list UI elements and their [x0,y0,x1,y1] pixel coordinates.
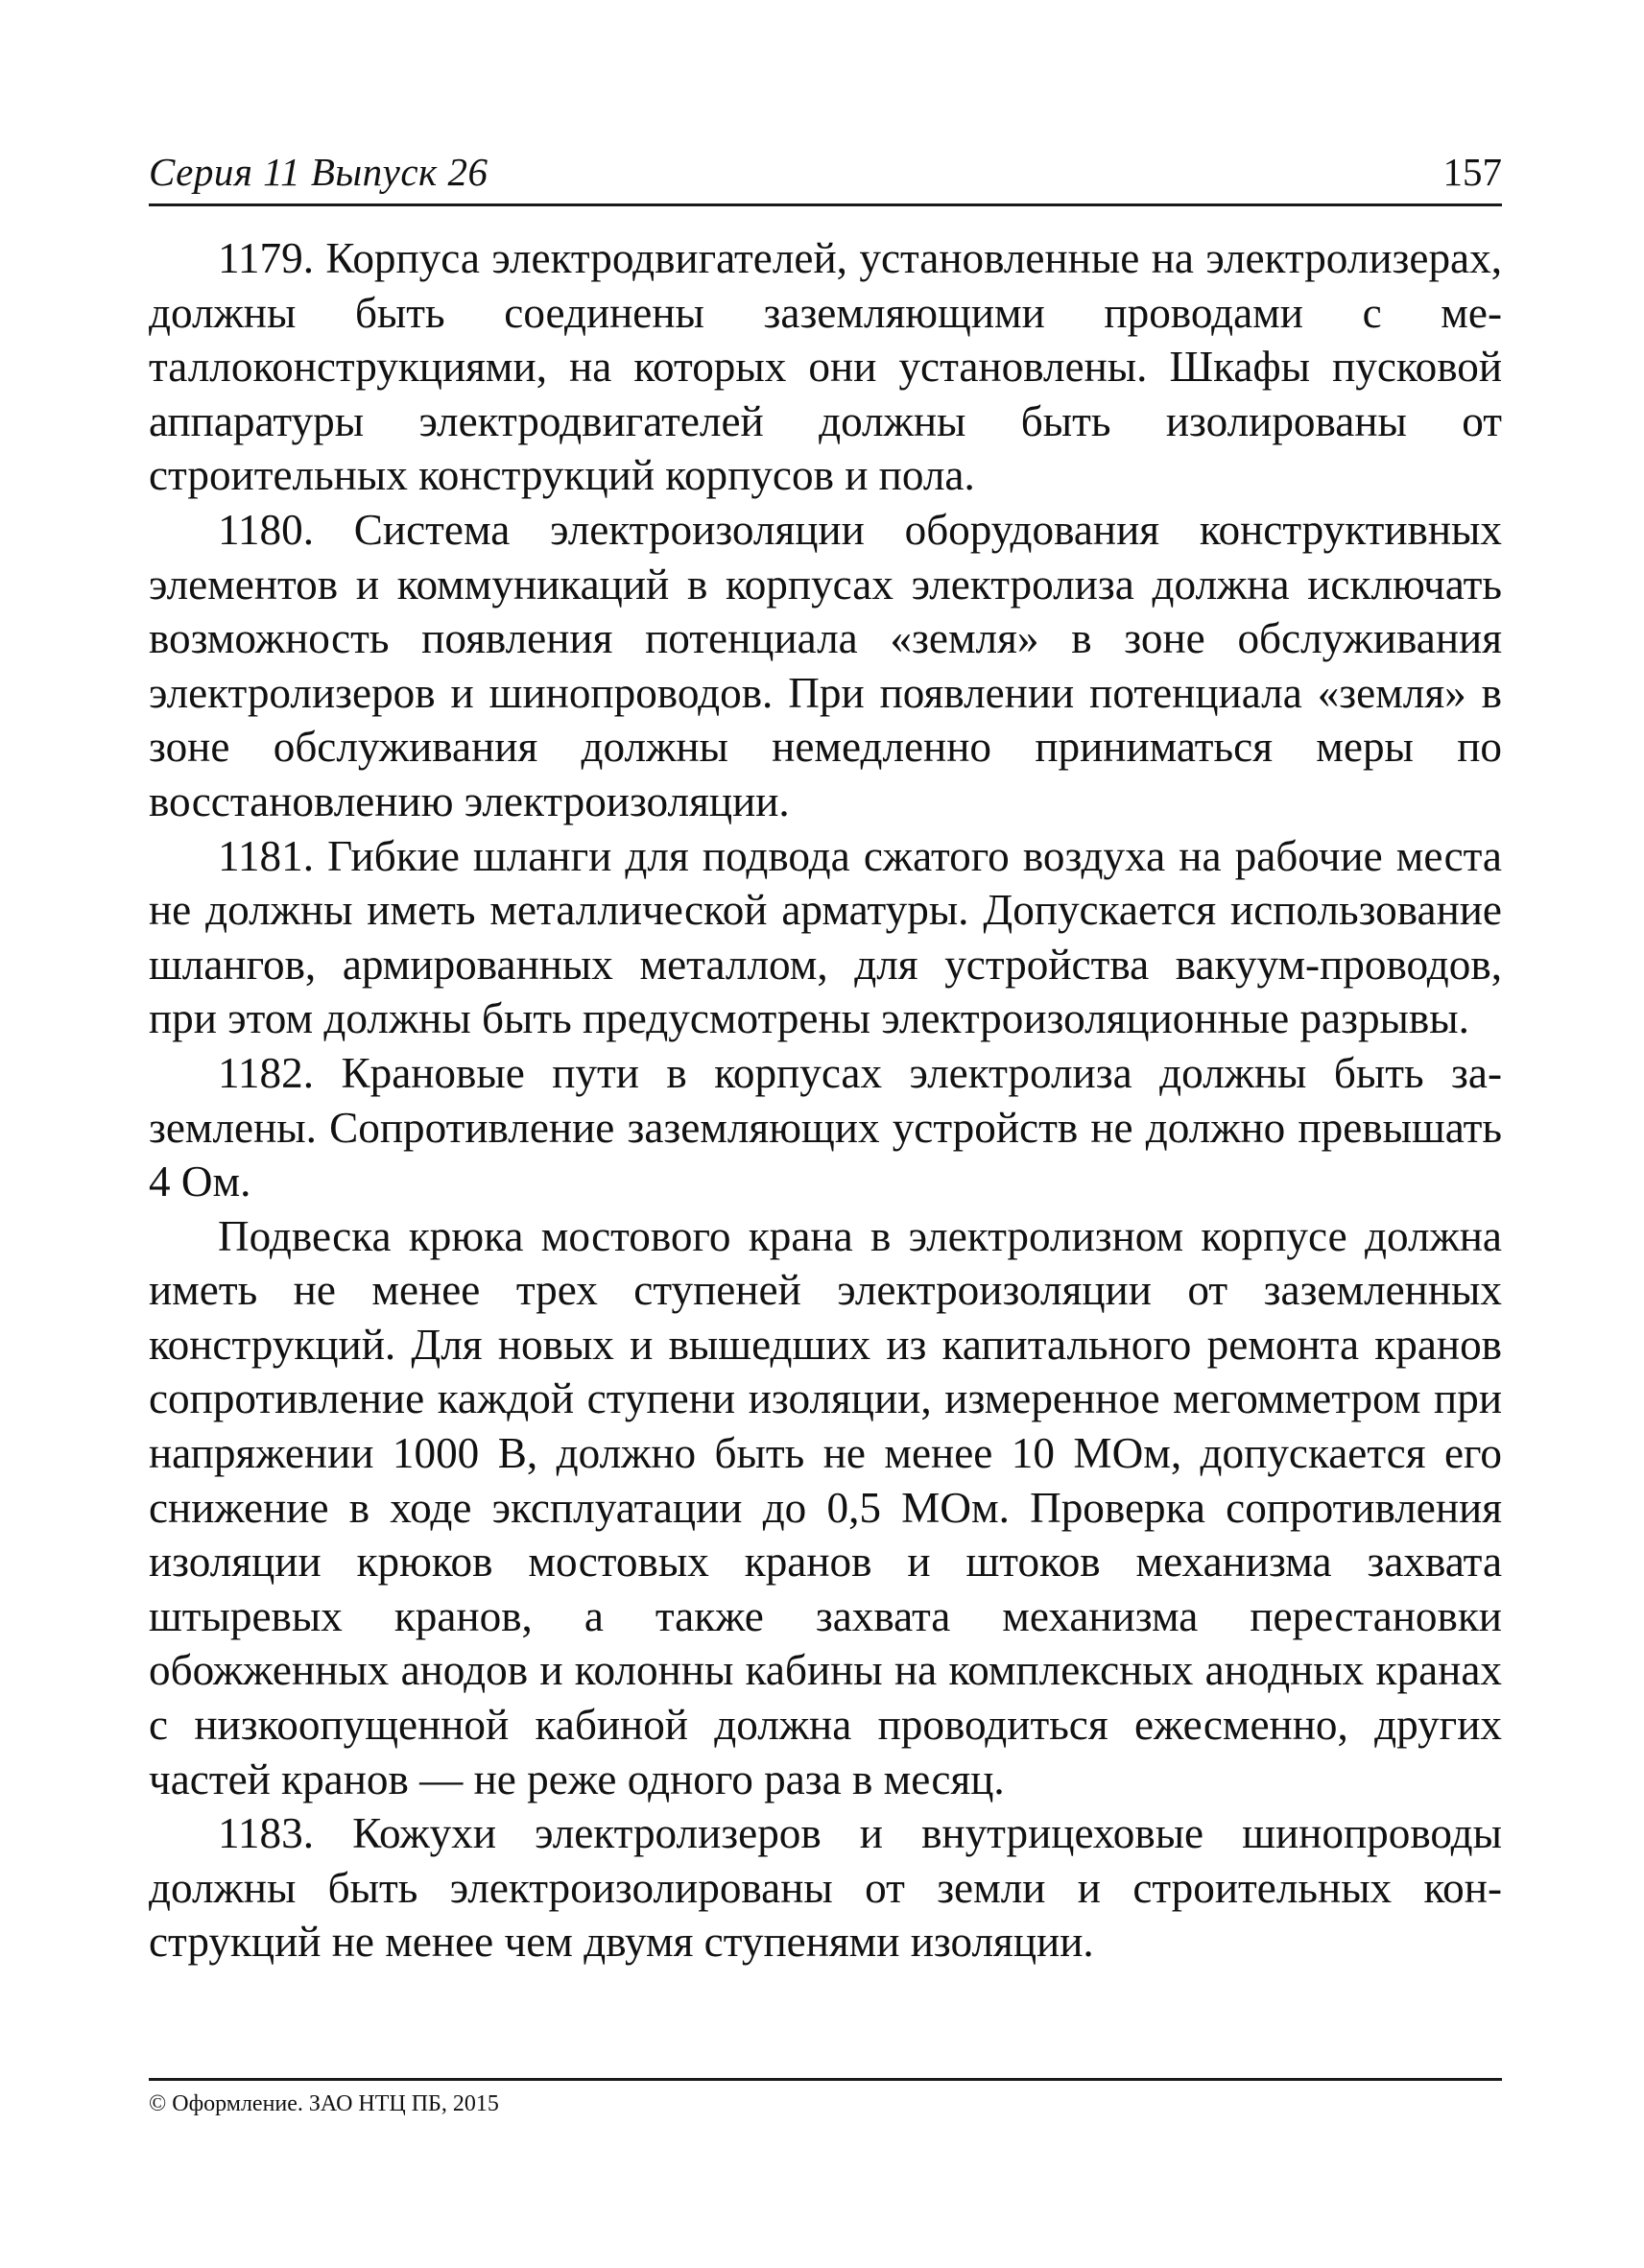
book-page [149,144,1502,1970]
paragraph-crane-hook: Подвеска крюка мостового крана в электролизном корпусе должна иметь не менее трех ступеней электроизоляции от заземленных конструкций. Для новых и вышедших из капитального ремонта кранов сопротивление каждой ступени изоляции, измеренное мегомметром при напряжении 1000 В, должно быть не менее 10 МОм, допускается его снижение в ходе эксплуатации до 0,5 МОм. Проверка сопротивления изоляции крюков мостовых кранов и штоков механизма захвата штыревых кранов, а также захвата механизма перестановки обожженных анодов и колонны кабины на комплексных анодных кранах с низкоопущенной кабиной должна проводиться ежесменно, других частей кранов — не реже одного раза в месяц. [149,1211,1502,1803]
page-footer [149,2078,1502,2119]
main-text [149,231,1502,1970]
paragraph-1179: 1179. Корпуса электродвигателей, установленные на электролизерах, должны быть соединены заземляющими проводами с металлоконструкциями, на которых они установлены. Шкафы пусковой аппаратуры электродвигателей должны быть изолированы от строительных конструкций корпусов и пола. [149,234,1502,500]
paragraph-1181: 1181. Гибкие шланги для подвода сжатого воздуха на рабочие места не должны иметь металлической арматуры. Допускается использование шлангов, армированных металлом, для устройства вакуум-проводов, при этом должны быть предусмотрены электроизоляционные разрывы. [149,831,1502,1043]
series-title: Серия 11 Выпуск 26 [149,150,488,194]
running-header [149,144,1502,206]
paragraph-1180: 1180. Система электроизоляции оборудования конструктивных элементов и коммуникаций в корпусах электролиза должна исключать возможность появления потенциала «земля» в зоне обслуживания электролизеров и шинопроводов. При появлении потенциала «земля» в зоне обслуживания должны немедленно приниматься меры по восстановлению электроизоляции. [149,505,1502,825]
paragraph-1182: 1182. Крановые пути в корпусах электролиза должны быть заземлены. Сопротивление заземляющих устройств не должно превышать 4 Ом. [149,1048,1502,1206]
paragraph-1183: 1183. Кожухи электролизеров и внутрицеховые шинопроводы должны быть электроизолированы от земли и строительных конструкций не менее чем двумя ступенями изоляции. [149,1809,1502,1967]
copyright-notice: © Оформление. ЗАО НТЦ ПБ, 2015 [149,2091,499,2116]
page-number: 157 [1442,150,1502,194]
